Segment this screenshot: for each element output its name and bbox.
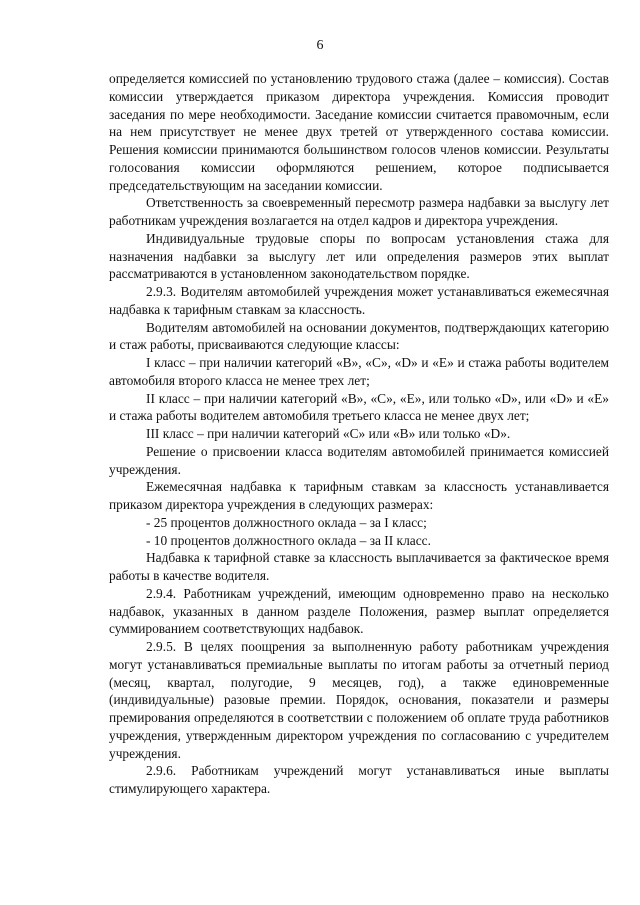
document-body bbox=[109, 70, 609, 798]
paragraph-2-9-4: 2.9.4. Работникам учреждений, имеющим одновременно право на несколько надбавок, указанных в данном разделе Положения, размер выплат определяется суммированием соответствующих надбавок. bbox=[109, 585, 609, 637]
paragraph-2-9-6: 2.9.6. Работникам учреждений могут устанавливаться иные выплаты стимулирующего характера. bbox=[109, 763, 609, 796]
paragraph-class-decision: Решение о присвоении класса водителям автомобилей принимается комиссией учреждения. bbox=[109, 443, 609, 477]
paragraph-2-9-3: 2.9.3. Водителям автомобилей учреждения может устанавливаться ежемесячная надбавка к тарифным ставкам за классность. bbox=[109, 284, 609, 317]
list-item-class-3: III класс – при наличии категорий «С» или «В» или только «D». bbox=[146, 426, 511, 441]
paragraph-labor-disputes: Индивидуальные трудовые споры по вопросам установления стажа для назначения надбавки за выслугу лет или определения размеров этих выплат рассматриваются в установленном законодательством порядке. bbox=[109, 230, 609, 282]
paragraph-bonus-payment: Надбавка к тарифной ставке за классность выплачивается за фактическое время работы в качестве водителя. bbox=[109, 550, 609, 583]
list-item-class-2: II класс – при наличии категорий «В», «С», «Е», или только «D», или «D» и «Е» и стажа работы водителем автомобиля третьего класса не менее двух лет; bbox=[109, 390, 609, 424]
paragraph-responsibility: Ответственность за своевременный пересмотр размера надбавки за выслугу лет работникам учреждения возлагается на отдел кадров и директора учреждения. bbox=[109, 195, 609, 228]
list-item-bonus-class-1: - 25 процентов должностного оклада – за I класс; bbox=[146, 514, 427, 530]
list-item-bonus-class-2: - 10 процентов должностного оклада – за II класс. bbox=[146, 532, 431, 548]
paragraph-driver-classes-intro: Водителям автомобилей на основании документов, подтверждающих категорию и стаж работы, присваиваются следующие классы: bbox=[109, 319, 609, 353]
paragraph-monthly-bonus: Ежемесячная надбавка к тарифным ставкам за классность устанавливается приказом директора учреждения в следующих размерах: bbox=[109, 479, 609, 512]
paragraph-2-9-5: 2.9.5. В целях поощрения за выполненную работу работникам учреждения могут устанавливаться премиальные выплаты по итогам работы за отчетный период (месяц, квартал, полугодие, 9 месяцев, год), а также единовременные (индивидуальные) разовые премии. Порядок, основания, показатели и размеры премирования определяются в соответствии с положением об оплате труда работников учреждения, утвержденным директором учреждения по согласованию с учредителем учреждения. bbox=[109, 639, 609, 761]
paragraph-commission-definition: определяется комиссией по установлению трудового стажа (далее – комиссия). Состав комиссии утверждается приказом директора учреждения. Комиссия проводит заседания по мере необходимости. Заседание комиссии считается правомочным, если на нем присутствует не менее двух третей от утвержденного состава комиссии. Решения комиссии принимаются большинством голосов членов комиссии. Результаты голосования комиссии оформляются решением, которое подписывается председательствующим на заседании комиссии. bbox=[109, 71, 609, 193]
list-item-class-1: I класс – при наличии категорий «В», «С», «D» и «Е» и стажа работы водителем автомобиля второго класса не менее трех лет; bbox=[109, 355, 609, 388]
page-number: 6 bbox=[316, 38, 324, 53]
